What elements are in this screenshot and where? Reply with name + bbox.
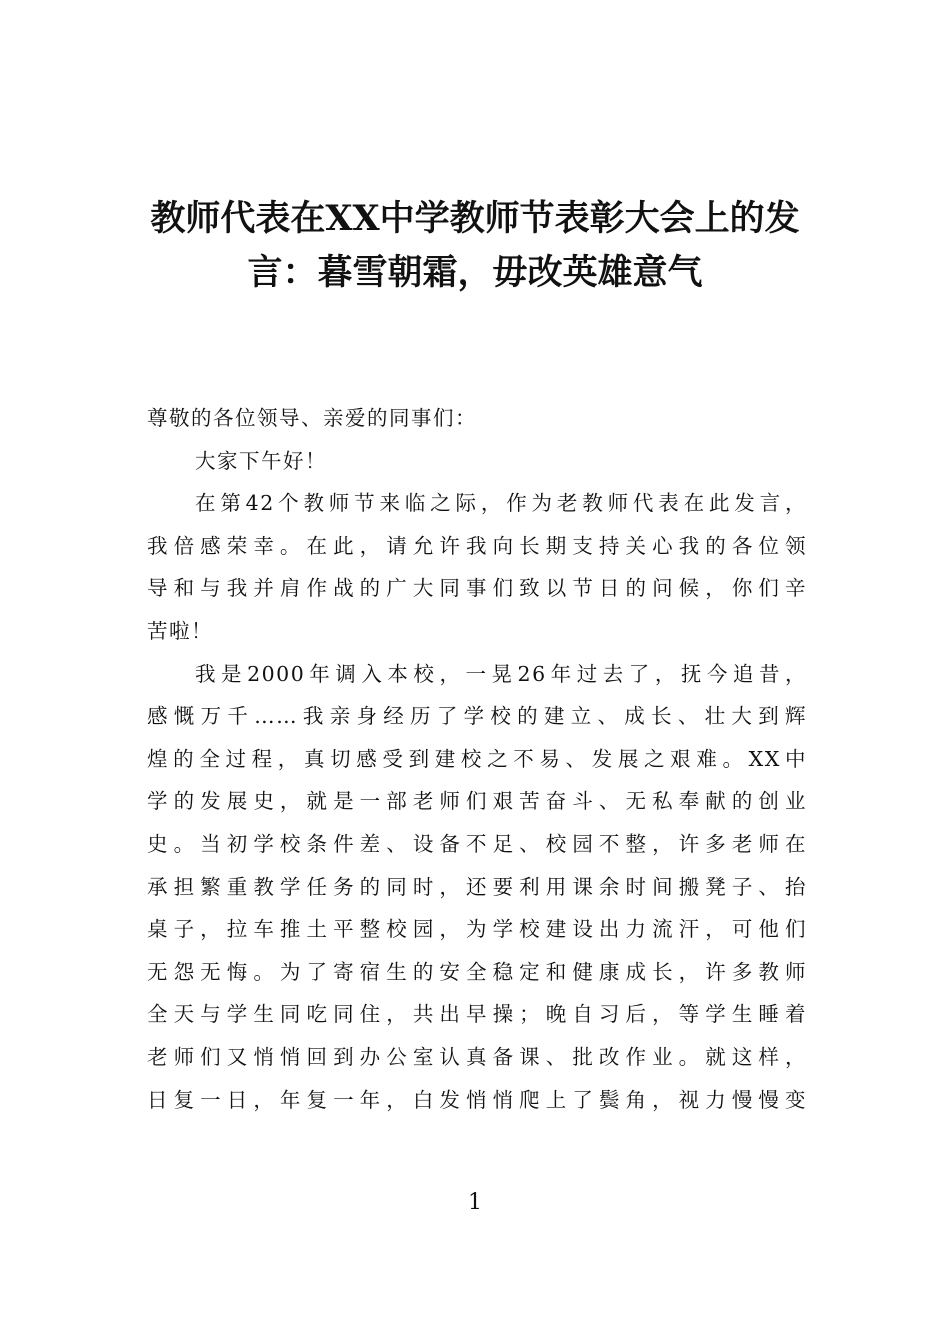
paragraph-1-line-2: 我倍感荣幸。在此，请允许我向长期支持关心我的各位领 <box>147 533 807 558</box>
paragraph-2-line-11: 日复一日，年复一年，白发悄悄爬上了鬓角，视力慢慢变 <box>147 1087 807 1112</box>
paragraph-1-line-1: 在第42个教师节来临之际，作为老教师代表在此发言， <box>195 491 807 516</box>
title-line-1: 教师代表在XX中学教师节表彰大会上的发 <box>150 198 800 239</box>
paragraph-1-line-4: 苦啦！ <box>147 618 213 643</box>
greeting-line: 大家下午好！ <box>195 448 327 473</box>
document-body <box>147 397 807 1121</box>
paragraph-1-line-3: 导和与我并肩作战的广大同事们致以节日的问候，你们辛 <box>147 576 807 601</box>
paragraph-2-line-10: 老师们又悄悄回到办公室认真备课、批改作业。就这样， <box>147 1044 807 1069</box>
salutation-line: 尊敬的各位领导、亲爱的同事们： <box>147 406 477 430</box>
paragraph-2-line-2: 感慨万千……我亲身经历了学校的建立、成长、壮大到辉 <box>147 704 807 729</box>
paragraph-2-line-7: 桌子，拉车推土平整校园，为学校建设出力流汗，可他们 <box>147 917 807 942</box>
paragraph-2-line-4: 学的发展史，就是一部老师们艰苦奋斗、无私奉献的创业 <box>147 789 807 814</box>
paragraph-2-line-1: 我是2000年调入本校，一晃26年过去了，抚今追昔， <box>195 661 807 686</box>
paragraph-2-line-5: 史。当初学校条件差、设备不足、校园不整，许多老师在 <box>147 831 807 856</box>
document-title <box>140 192 810 300</box>
paragraph-2-line-9: 全天与学生同吃同住，共出早操；晚自习后，等学生睡着 <box>147 1002 807 1027</box>
paragraph-2-line-8: 无怨无悔。为了寄宿生的安全稳定和健康成长，许多教师 <box>147 959 807 984</box>
paragraph-2-line-3: 煌的全过程，真切感受到建校之不易、发展之艰难。XX中 <box>147 746 807 771</box>
title-line-2: 言：暮雪朝霜，毋改英雄意气 <box>247 252 703 293</box>
page-number: 1 <box>468 1190 482 1215</box>
paragraph-2-line-6: 承担繁重教学任务的同时，还要利用课余时间搬凳子、抬 <box>147 874 807 899</box>
